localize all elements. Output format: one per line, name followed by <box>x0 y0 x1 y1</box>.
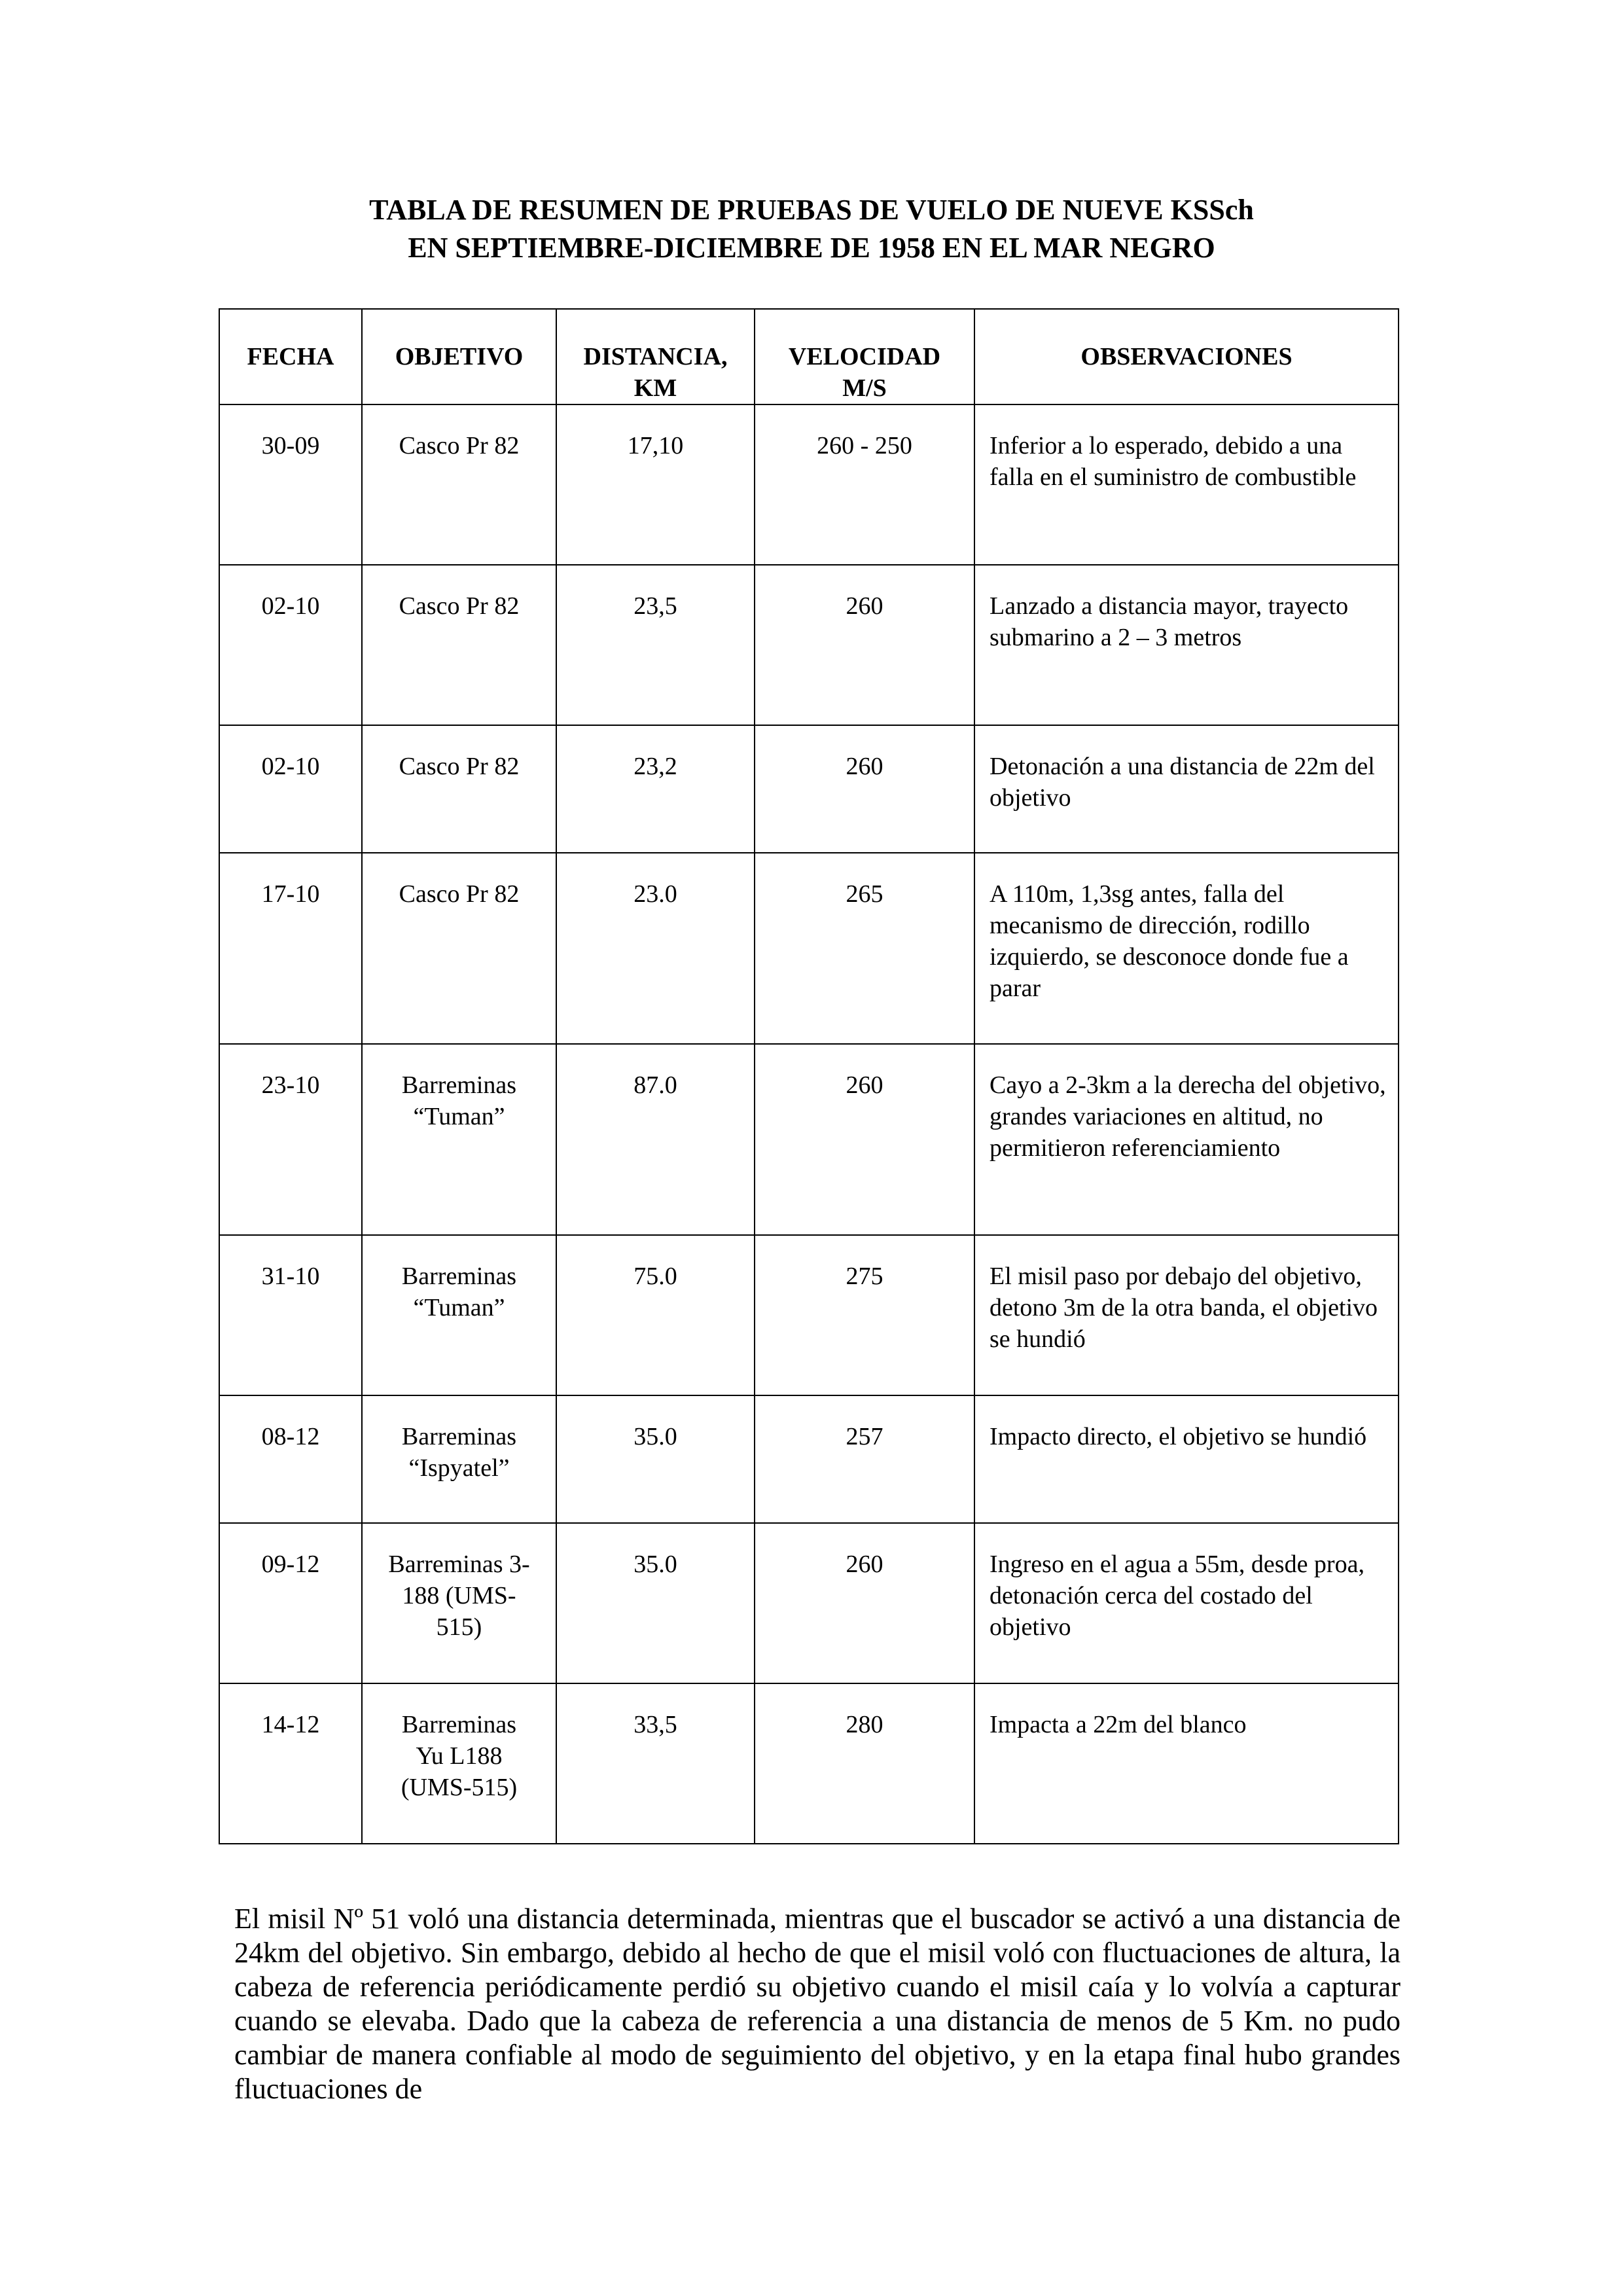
cell-distancia: 87.0 <box>556 1044 755 1235</box>
cell-velocidad: 260 <box>755 1523 974 1683</box>
cell-distancia: 33,5 <box>556 1683 755 1844</box>
header-objetivo: OBJETIVO <box>362 309 556 404</box>
cell-objetivo: Barreminas Yu L188 (UMS-515) <box>362 1683 556 1844</box>
cell-fecha: 23-10 <box>219 1044 362 1235</box>
cell-objetivo: Barreminas 3- 188 (UMS- 515) <box>362 1523 556 1683</box>
header-fecha: FECHA <box>219 309 362 404</box>
cell-observaciones: Detonación a una distancia de 22m del objetivo <box>974 725 1399 853</box>
cell-observaciones: El misil paso por debajo del objetivo, detono 3m de la otra banda, el objetivo se hundió <box>974 1235 1399 1395</box>
page-title <box>0 191 1623 267</box>
cell-velocidad: 260 <box>755 1044 974 1235</box>
cell-distancia: 17,10 <box>556 404 755 565</box>
cell-objetivo: Casco Pr 82 <box>362 404 556 565</box>
title-line-1: TABLA DE RESUMEN DE PRUEBAS DE VUELO DE NUEVE KSSch <box>369 194 1254 226</box>
cell-fecha: 09-12 <box>219 1523 362 1683</box>
cell-velocidad: 257 <box>755 1395 974 1523</box>
flight-tests-table <box>219 308 1399 1844</box>
cell-objetivo: Barreminas “Tuman” <box>362 1235 556 1395</box>
header-distancia: DISTANCIA, KM <box>556 309 755 404</box>
cell-velocidad: 275 <box>755 1235 974 1395</box>
cell-observaciones: Inferior a lo esperado, debido a una falla en el suministro de combustible <box>974 404 1399 565</box>
cell-distancia: 75.0 <box>556 1235 755 1395</box>
body-paragraph: El misil Nº 51 voló una distancia determinada, mientras que el buscador se activó a una distancia de 24km del objetivo. Sin embargo, debido al hecho de que el misil voló con fluctuaciones de altura, la cabeza de referencia periódicamente perdió su objetivo cuando el misil caía y lo volvía a capturar cuando se elevaba. Dado que la cabeza de referencia a una distancia de menos de 5 Km. no pudo cambiar de manera confiable al modo de seguimiento del objetivo, y en la etapa final hubo grandes fluctuaciones de <box>234 1903 1400 2105</box>
header-observaciones: OBSERVACIONES <box>974 309 1399 404</box>
cell-observaciones: Impacta a 22m del blanco <box>974 1683 1399 1844</box>
cell-observaciones: Impacto directo, el objetivo se hundió <box>974 1395 1399 1523</box>
cell-distancia: 35.0 <box>556 1395 755 1523</box>
table-row <box>219 565 1399 725</box>
cell-fecha: 08-12 <box>219 1395 362 1523</box>
table-row <box>219 1523 1399 1683</box>
title-line-2: EN SEPTIEMBRE-DICIEMBRE DE 1958 EN EL MAR NEGRO <box>408 232 1215 264</box>
cell-objetivo: Casco Pr 82 <box>362 725 556 853</box>
cell-fecha: 30-09 <box>219 404 362 565</box>
cell-objetivo: Casco Pr 82 <box>362 565 556 725</box>
header-velocidad: VELOCIDAD M/S <box>755 309 974 404</box>
cell-distancia: 23.0 <box>556 853 755 1044</box>
cell-fecha: 31-10 <box>219 1235 362 1395</box>
cell-velocidad: 280 <box>755 1683 974 1844</box>
cell-observaciones: Cayo a 2-3km a la derecha del objetivo, grandes variaciones en altitud, no permitieron referenciamiento <box>974 1044 1399 1235</box>
cell-fecha: 02-10 <box>219 725 362 853</box>
cell-distancia: 23,5 <box>556 565 755 725</box>
cell-observaciones: Lanzado a distancia mayor, trayecto submarino a 2 – 3 metros <box>974 565 1399 725</box>
table-row <box>219 1395 1399 1523</box>
cell-distancia: 35.0 <box>556 1523 755 1683</box>
table-row <box>219 853 1399 1044</box>
cell-objetivo: Casco Pr 82 <box>362 853 556 1044</box>
cell-observaciones: Ingreso en el agua a 55m, desde proa, detonación cerca del costado del objetivo <box>974 1523 1399 1683</box>
cell-velocidad: 260 <box>755 725 974 853</box>
table-row <box>219 404 1399 565</box>
cell-objetivo: Barreminas “Tuman” <box>362 1044 556 1235</box>
cell-fecha: 17-10 <box>219 853 362 1044</box>
cell-observaciones: A 110m, 1,3sg antes, falla del mecanismo de dirección, rodillo izquierdo, se desconoce donde fue a parar <box>974 853 1399 1044</box>
cell-velocidad: 265 <box>755 853 974 1044</box>
table-row <box>219 1235 1399 1395</box>
table-row <box>219 725 1399 853</box>
cell-fecha: 14-12 <box>219 1683 362 1844</box>
table-header-row <box>219 309 1399 404</box>
table-row <box>219 1044 1399 1235</box>
cell-velocidad: 260 <box>755 565 974 725</box>
cell-velocidad: 260 - 250 <box>755 404 974 565</box>
cell-objetivo: Barreminas “Ispyatel” <box>362 1395 556 1523</box>
cell-distancia: 23,2 <box>556 725 755 853</box>
table-row <box>219 1683 1399 1844</box>
cell-fecha: 02-10 <box>219 565 362 725</box>
